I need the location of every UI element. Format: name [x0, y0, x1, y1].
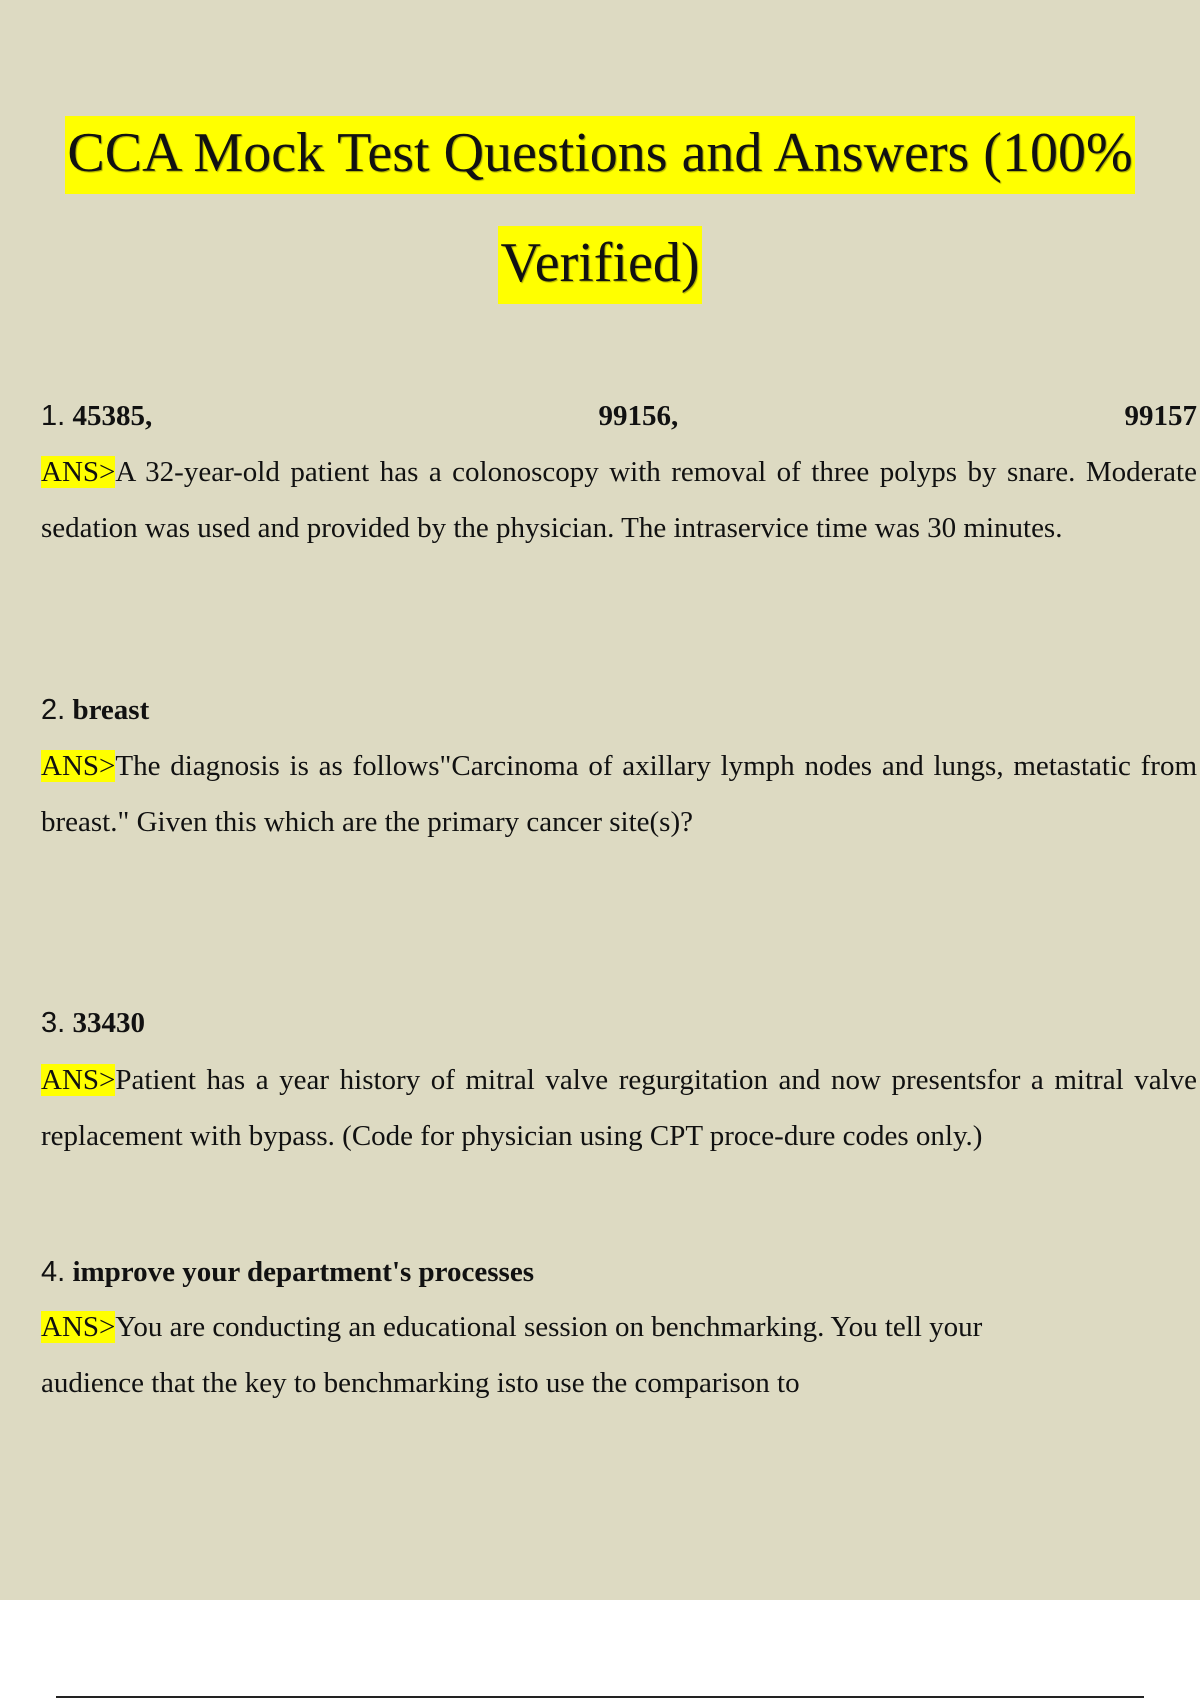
- question-2-answer-heading: [41, 696, 1197, 725]
- answer-text: breast: [72, 694, 150, 726]
- answer-code: 45385,: [72, 400, 153, 432]
- question-number: 1.: [41, 400, 66, 432]
- document-title-line-2: [0, 232, 1200, 294]
- question-3-answer-heading: [41, 1009, 1197, 1038]
- answer-text: improve your department's processes: [72, 1256, 534, 1288]
- question-4-answer-heading: [41, 1258, 1197, 1287]
- question-text-line: [41, 1299, 1197, 1355]
- question-1-text: [41, 444, 1197, 556]
- question-1-answer-heading: [41, 402, 1197, 431]
- answer-code: 99156,: [598, 400, 679, 432]
- question-3-text: [41, 1052, 1197, 1164]
- question-4-text: [41, 1299, 1197, 1411]
- ans-label: ANS>: [41, 1311, 116, 1343]
- answer-code: 99157: [1124, 400, 1197, 432]
- footer-divider: [56, 1696, 1144, 1698]
- answer-text: 33430: [72, 1007, 145, 1039]
- question-text: The diagnosis is as follows"Carcinoma of axillary lymph nodes and lungs, metastatic from breast." Given this which are the primary cancer site(s)?: [41, 750, 1197, 838]
- document-title-line-1: [0, 122, 1200, 184]
- ans-label: ANS>: [41, 750, 116, 782]
- question-text: Patient has a year history of mitral valve regurgitation and now presentsfor a mitral valve replacement with bypass. (Code for physician using CPT proce-dure codes only.): [41, 1064, 1197, 1152]
- title-highlight: CCA Mock Test Questions and Answers (100%: [65, 116, 1134, 194]
- question-number: 2.: [41, 694, 66, 726]
- question-number: 3.: [41, 1007, 66, 1039]
- ans-label: ANS>: [41, 456, 116, 488]
- question-2-text: [41, 738, 1197, 850]
- question-text: You are conducting an educational session on benchmarking. You tell your: [115, 1311, 983, 1343]
- question-number: 4.: [41, 1256, 66, 1288]
- question-text-line: audience that the key to benchmarking isto use the comparison to: [41, 1367, 800, 1399]
- ans-label: ANS>: [41, 1064, 116, 1096]
- question-text: A 32-year-old patient has a colonoscopy with removal of three polyps by snare. Moderate sedation was used and provided by the physician. The intraservice time was 30 minutes.: [41, 456, 1197, 544]
- title-highlight: Verified): [498, 226, 701, 304]
